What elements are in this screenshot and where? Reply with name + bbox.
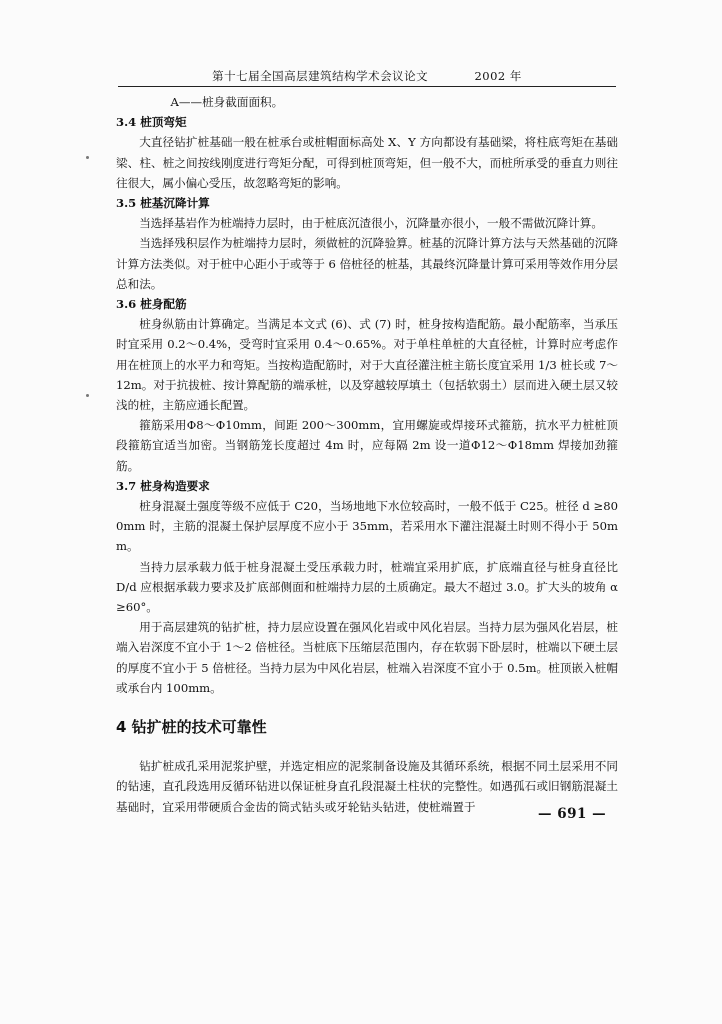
paragraph: 箍筋采用Φ8～Φ10mm，间距 200～300mm，宜用螺旋或焊接环式箍筋，抗水平力桩桩顶段箍筋宜适当加密。当钢筋笼长度超过 4m 时，应每隔 2m 设一道Φ12～Φ18mm 焊接加劲箍筋。	[116, 418, 618, 473]
paragraph: 桩身混凝土强度等级不应低于 C20，当场地地下水位较高时，一般不低于 C25。桩径 d ≥800mm 时，主筋的混凝土保护层厚度不应小于 35mm，若采用水下灌注混凝土时则不得小于 50mm。	[116, 499, 618, 554]
running-header	[118, 68, 616, 84]
paragraph: 用于高层建筑的钻扩桩，持力层应设置在强风化岩或中风化岩层。当持力层为强风化岩层，桩端入岩深度不宜小于 1～2 倍桩径。当桩底下压缩层范围内，存在软弱下卧层时，桩端以下硬土层的厚度不宜小于 5 倍桩径。当持力层为中风化岩层，桩端入岩深度不宜小于 0.5m。桩顶嵌入桩帽或承台内 100mm。	[116, 620, 618, 695]
scan-speck	[86, 156, 89, 159]
scan-speck	[86, 394, 89, 397]
paragraph: 大直径钻扩桩基础一般在桩承台或桩帽面标高处 X、Y 方向都设有基础梁，将柱底弯矩在基础梁、柱、桩之间按线刚度进行弯矩分配，可得到桩顶弯矩，但一般不大，而桩所承受的垂直力则往往很大，属小偏心受压，故忽略弯矩的影响。	[116, 135, 618, 190]
heading-3-5: 3.5 桩基沉降计算	[116, 196, 210, 211]
paragraph: 钻扩桩成孔采用泥浆护壁，并选定相应的泥浆制备设施及其循环系统，根据不同土层采用不同的钻速，直孔段选用反循环钻进以保证桩身直孔段混凝土柱状的完整性。如遇孤石或旧钢筋混凝土基础时，宜采用带硬质合金齿的筒式钻头或牙轮钻头钻进，使桩端置于	[116, 759, 618, 814]
paragraph: 当选择基岩作为桩端持力层时，由于桩底沉渣很小，沉降量亦很小，一般不需做沉降计算。	[139, 216, 603, 231]
definition-line: A——桩身截面面积。	[170, 95, 284, 109]
heading-3-6: 3.6 桩身配筋	[116, 297, 187, 312]
paragraph: 当选择残积层作为桩端持力层时，须做桩的沉降验算。桩基的沉降计算方法与天然基础的沉降计算方法类似。对于桩中心距小于或等于 6 倍桩径的桩基，其最终沉降量计算可采用等效作用分层总和法。	[116, 236, 618, 291]
paragraph: 桩身纵筋由计算确定。当满足本文式 (6)、式 (7) 时，桩身按构造配筋。最小配筋率，当承压时宜采用 0.2～0.4%，受弯时宜采用 0.4～0.65%。对于单柱单桩的大直径桩，计算时应考虑作用在桩顶上的水平力和弯矩。当按构造配筋时，对于大直径灌注桩主筋长度宜采用 1/3 桩长或 7～12m。对于抗拔桩、按计算配筋的端承桩，以及穿越较厚填土（包括软弱土）层而进入硬土层又较浅的桩，主筋应通长配置。	[116, 317, 618, 413]
heading-3-4: 3.4 桩顶弯矩	[116, 115, 187, 130]
header-year: 2002 年	[474, 69, 522, 83]
header-rule	[118, 86, 616, 87]
page-number: — 691 —	[538, 806, 607, 822]
heading-section-4: 4 钻扩桩的技术可靠性	[116, 718, 267, 737]
conference-title: 第十七届全国高层建筑结构学术会议论文	[212, 69, 429, 83]
paragraph: 当持力层承载力低于桩身混凝土受压承载力时，桩端宜采用扩底，扩底端直径与桩身直径比 D/d 应根据承载力要求及扩底部侧面和桩端持力层的土质确定。最大不超过 3.0。扩大头的坡角 α ≥60°。	[116, 559, 618, 615]
body-text	[116, 92, 618, 817]
heading-3-7: 3.7 桩身构造要求	[116, 478, 210, 493]
